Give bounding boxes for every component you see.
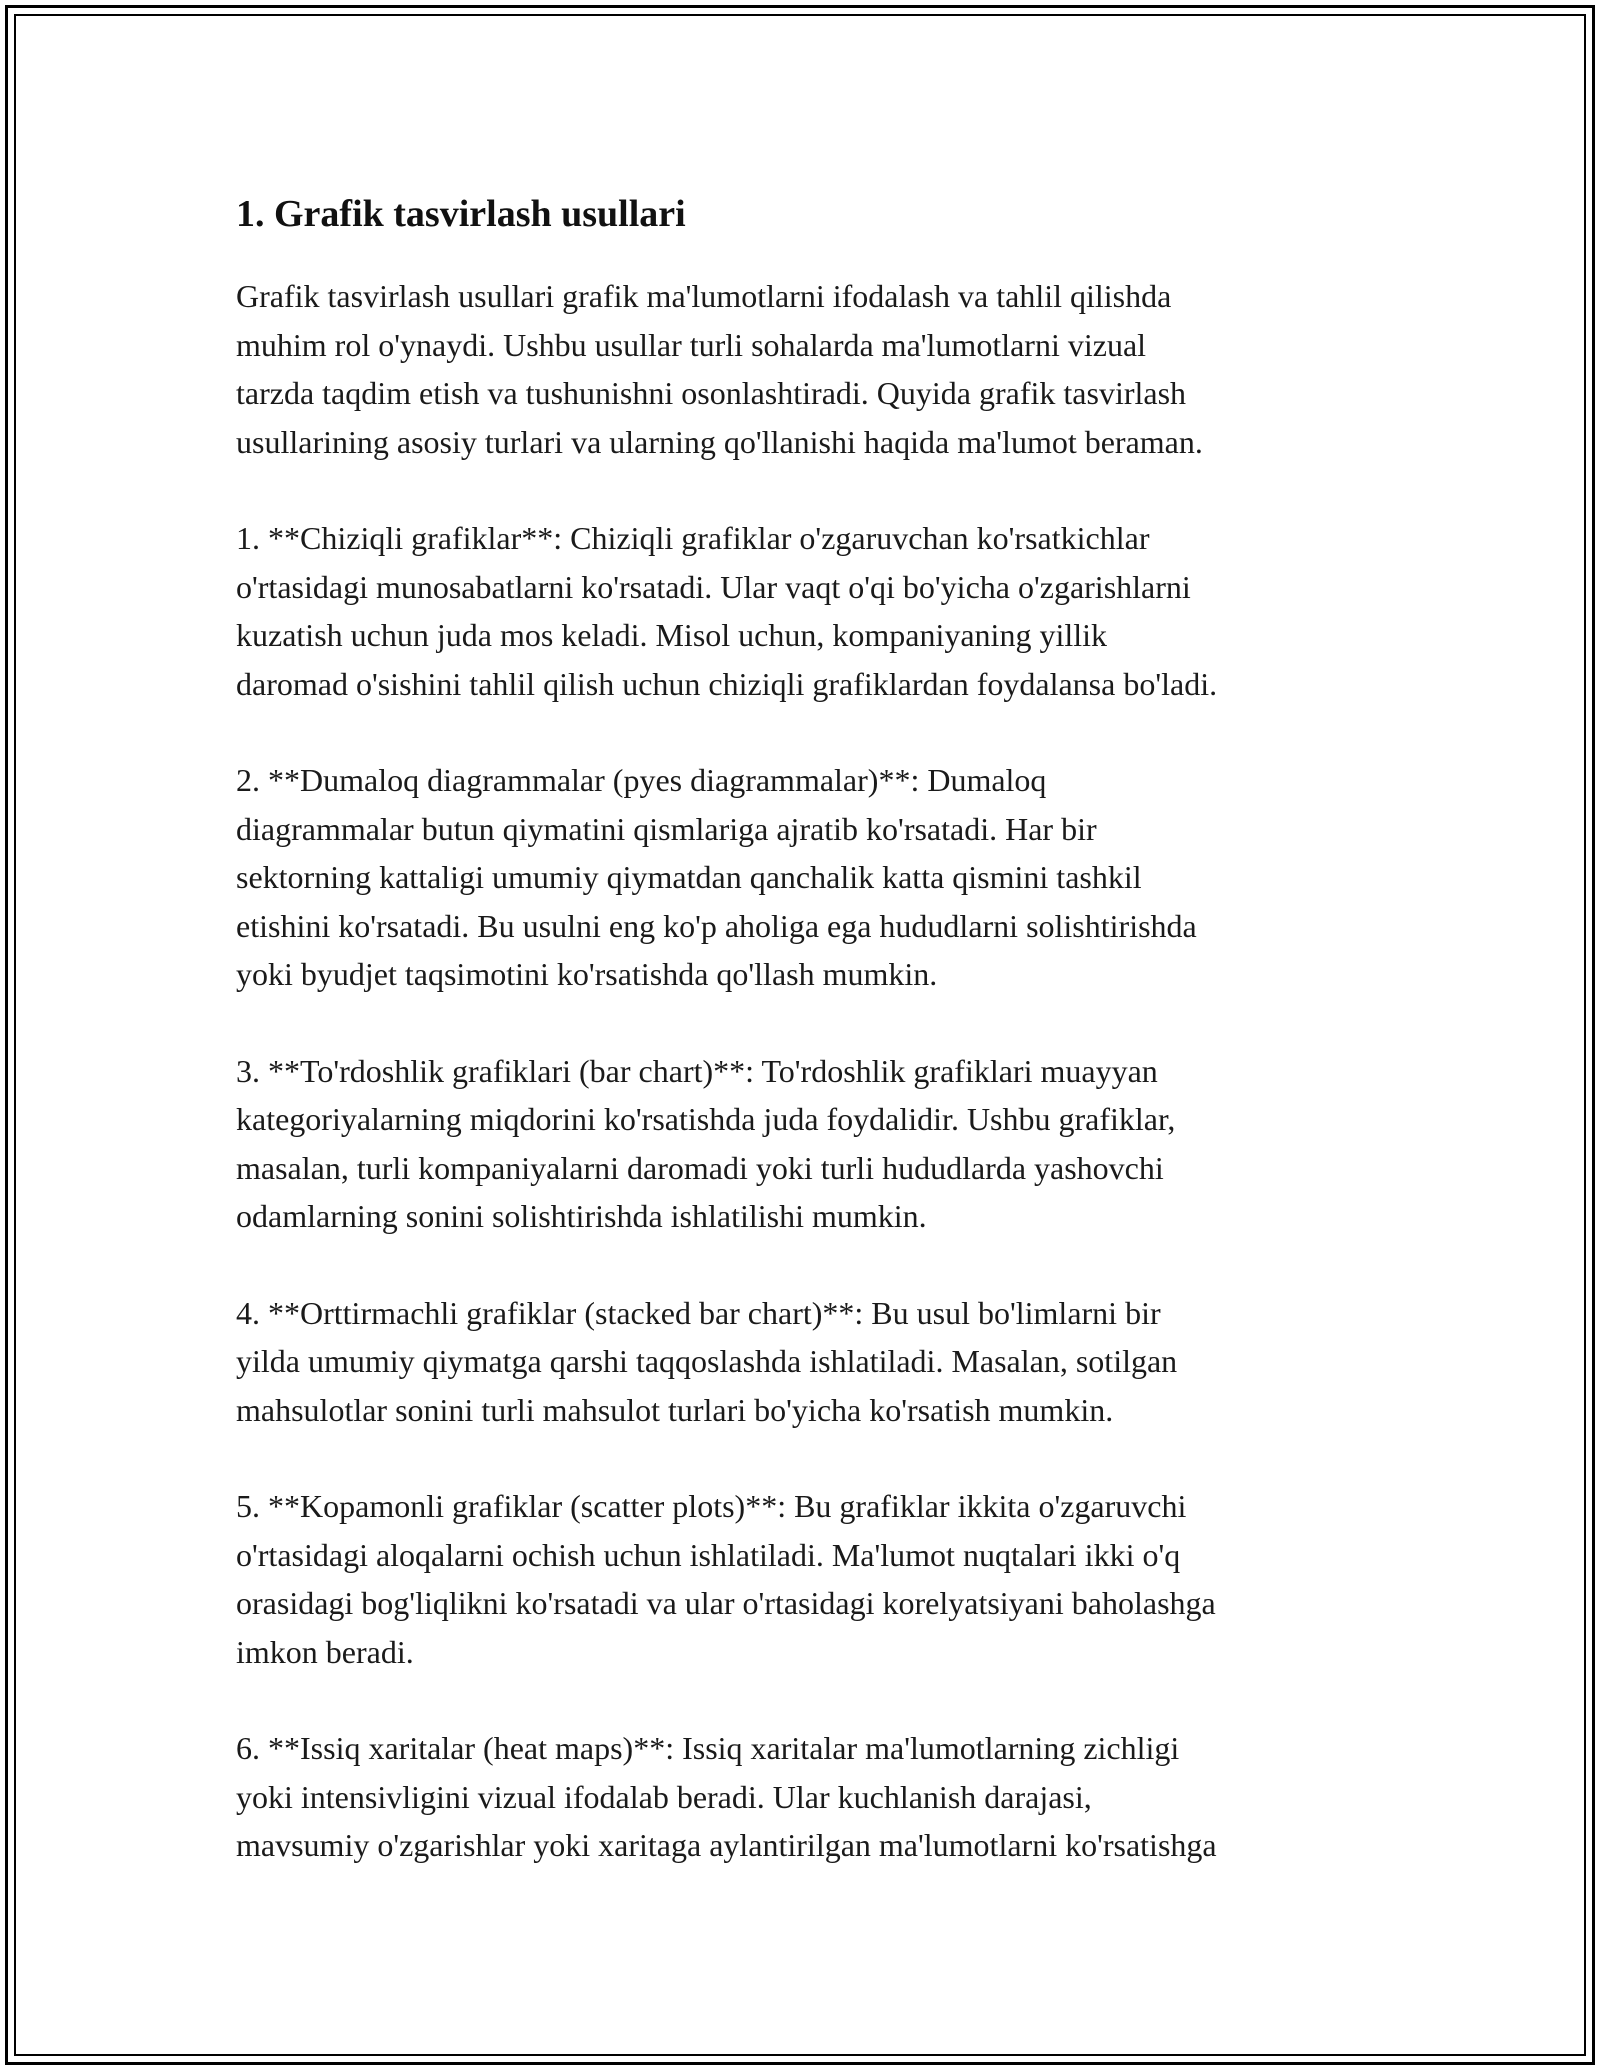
text-line: usullarining asosiy turlari va ularning qo'llanishi haqida ma'lumot beraman. xyxy=(236,423,1203,460)
text-line: 2. **Dumaloq diagrammalar (pyes diagrammalar)**: Dumaloq xyxy=(236,762,1047,798)
paragraph-pie-charts xyxy=(236,756,1380,999)
text-line: sektorning kattaligi umumiy qiymatdan qanchalik katta qismini tashkil xyxy=(236,859,1142,895)
document-page xyxy=(236,188,1380,1918)
text-line: kategoriyalarning miqdorini ko'rsatishda juda foydalidir. Ushbu grafiklar, xyxy=(236,1101,1176,1137)
text-line: yoki byudjet taqsimotini ko'rsatishda qo'llash mumkin. xyxy=(236,956,938,992)
text-line: mahsulotlar sonini turli mahsulot turlari bo'yicha ko'rsatish mumkin. xyxy=(236,1391,1114,1428)
text-line: odamlarning sonini solishtirishda ishlatilishi mumkin. xyxy=(236,1198,927,1234)
paragraph-intro xyxy=(236,272,1380,466)
text-line: o'rtasidagi munosabatlarni ko'rsatadi. Ular vaqt o'qi bo'yicha o'zgarishlarni xyxy=(236,568,1191,605)
text-line: etishini ko'rsatadi. Bu usulni eng ko'p aholiga ega hududlarni solishtirishda xyxy=(236,907,1197,944)
paragraph-heat-maps xyxy=(236,1724,1380,1870)
paragraph-scatter-plots xyxy=(236,1482,1380,1676)
text-line: mavsumiy o'zgarishlar yoki xaritaga aylantirilgan ma'lumotlarni ko'rsatishga xyxy=(236,1827,1217,1863)
text-line: masalan, turli kompaniyalarni daromadi yoki turli hududlarda yashovchi xyxy=(236,1149,1164,1186)
text-line: yilda umumiy qiymatga qarshi taqqoslashda ishlatiladi. Masalan, sotilgan xyxy=(236,1343,1178,1379)
document-title: 1. Grafik tasvirlash usullari xyxy=(236,193,686,235)
text-line: diagrammalar butun qiymatini qismlariga ajratib ko'rsatadi. Har bir xyxy=(236,810,1097,847)
text-line: 5. **Kopamonli grafiklar (scatter plots)**: Bu grafiklar ikkita o'zgaruvchi xyxy=(236,1488,1187,1524)
text-line: o'rtasidagi aloqalarni ochish uchun ishlatiladi. Ma'lumot nuqtalari ikki o'q xyxy=(236,1536,1181,1573)
text-line: imkon beradi. xyxy=(236,1633,414,1670)
text-line: muhim rol o'ynaydi. Ushbu usullar turli sohalarda ma'lumotlarni vizual xyxy=(236,326,1147,363)
text-line: 6. **Issiq xaritalar (heat maps)**: Issiq xaritalar ma'lumotlarning zichligi xyxy=(236,1730,1180,1766)
paragraph-stacked-bar-charts xyxy=(236,1289,1380,1435)
text-line: 3. **To'rdoshlik grafiklari (bar chart)**: To'rdoshlik grafiklari muayyan xyxy=(236,1052,1158,1089)
text-line: 1. **Chiziqli grafiklar**: Chiziqli grafiklar o'zgaruvchan ko'rsatkichlar xyxy=(236,520,1150,556)
text-line: orasidagi bog'liqlikni ko'rsatadi va ular o'rtasidagi korelyatsiyani baholashga xyxy=(236,1585,1216,1621)
text-line: daromad o'sishini tahlil qilish uchun chiziqli grafiklardan foydalansa bo'ladi. xyxy=(236,665,1218,702)
text-line: Grafik tasvirlash usullari grafik ma'lumotlarni ifodalash va tahlil qilishda xyxy=(236,278,1172,314)
text-line: 4. **Orttirmachli grafiklar (stacked bar chart)**: Bu usul bo'limlarni bir xyxy=(236,1294,1161,1331)
paragraph-bar-charts xyxy=(236,1047,1380,1241)
text-line: kuzatish uchun juda mos keladi. Misol uchun, kompaniyaning yillik xyxy=(236,617,1107,653)
text-line: yoki intensivligini vizual ifodalab beradi. Ular kuchlanish darajasi, xyxy=(236,1778,1092,1815)
text-line: tarzda taqdim etish va tushunishni osonlashtiradi. Quyida grafik tasvirlash xyxy=(236,375,1187,411)
paragraph-line-charts xyxy=(236,514,1380,708)
